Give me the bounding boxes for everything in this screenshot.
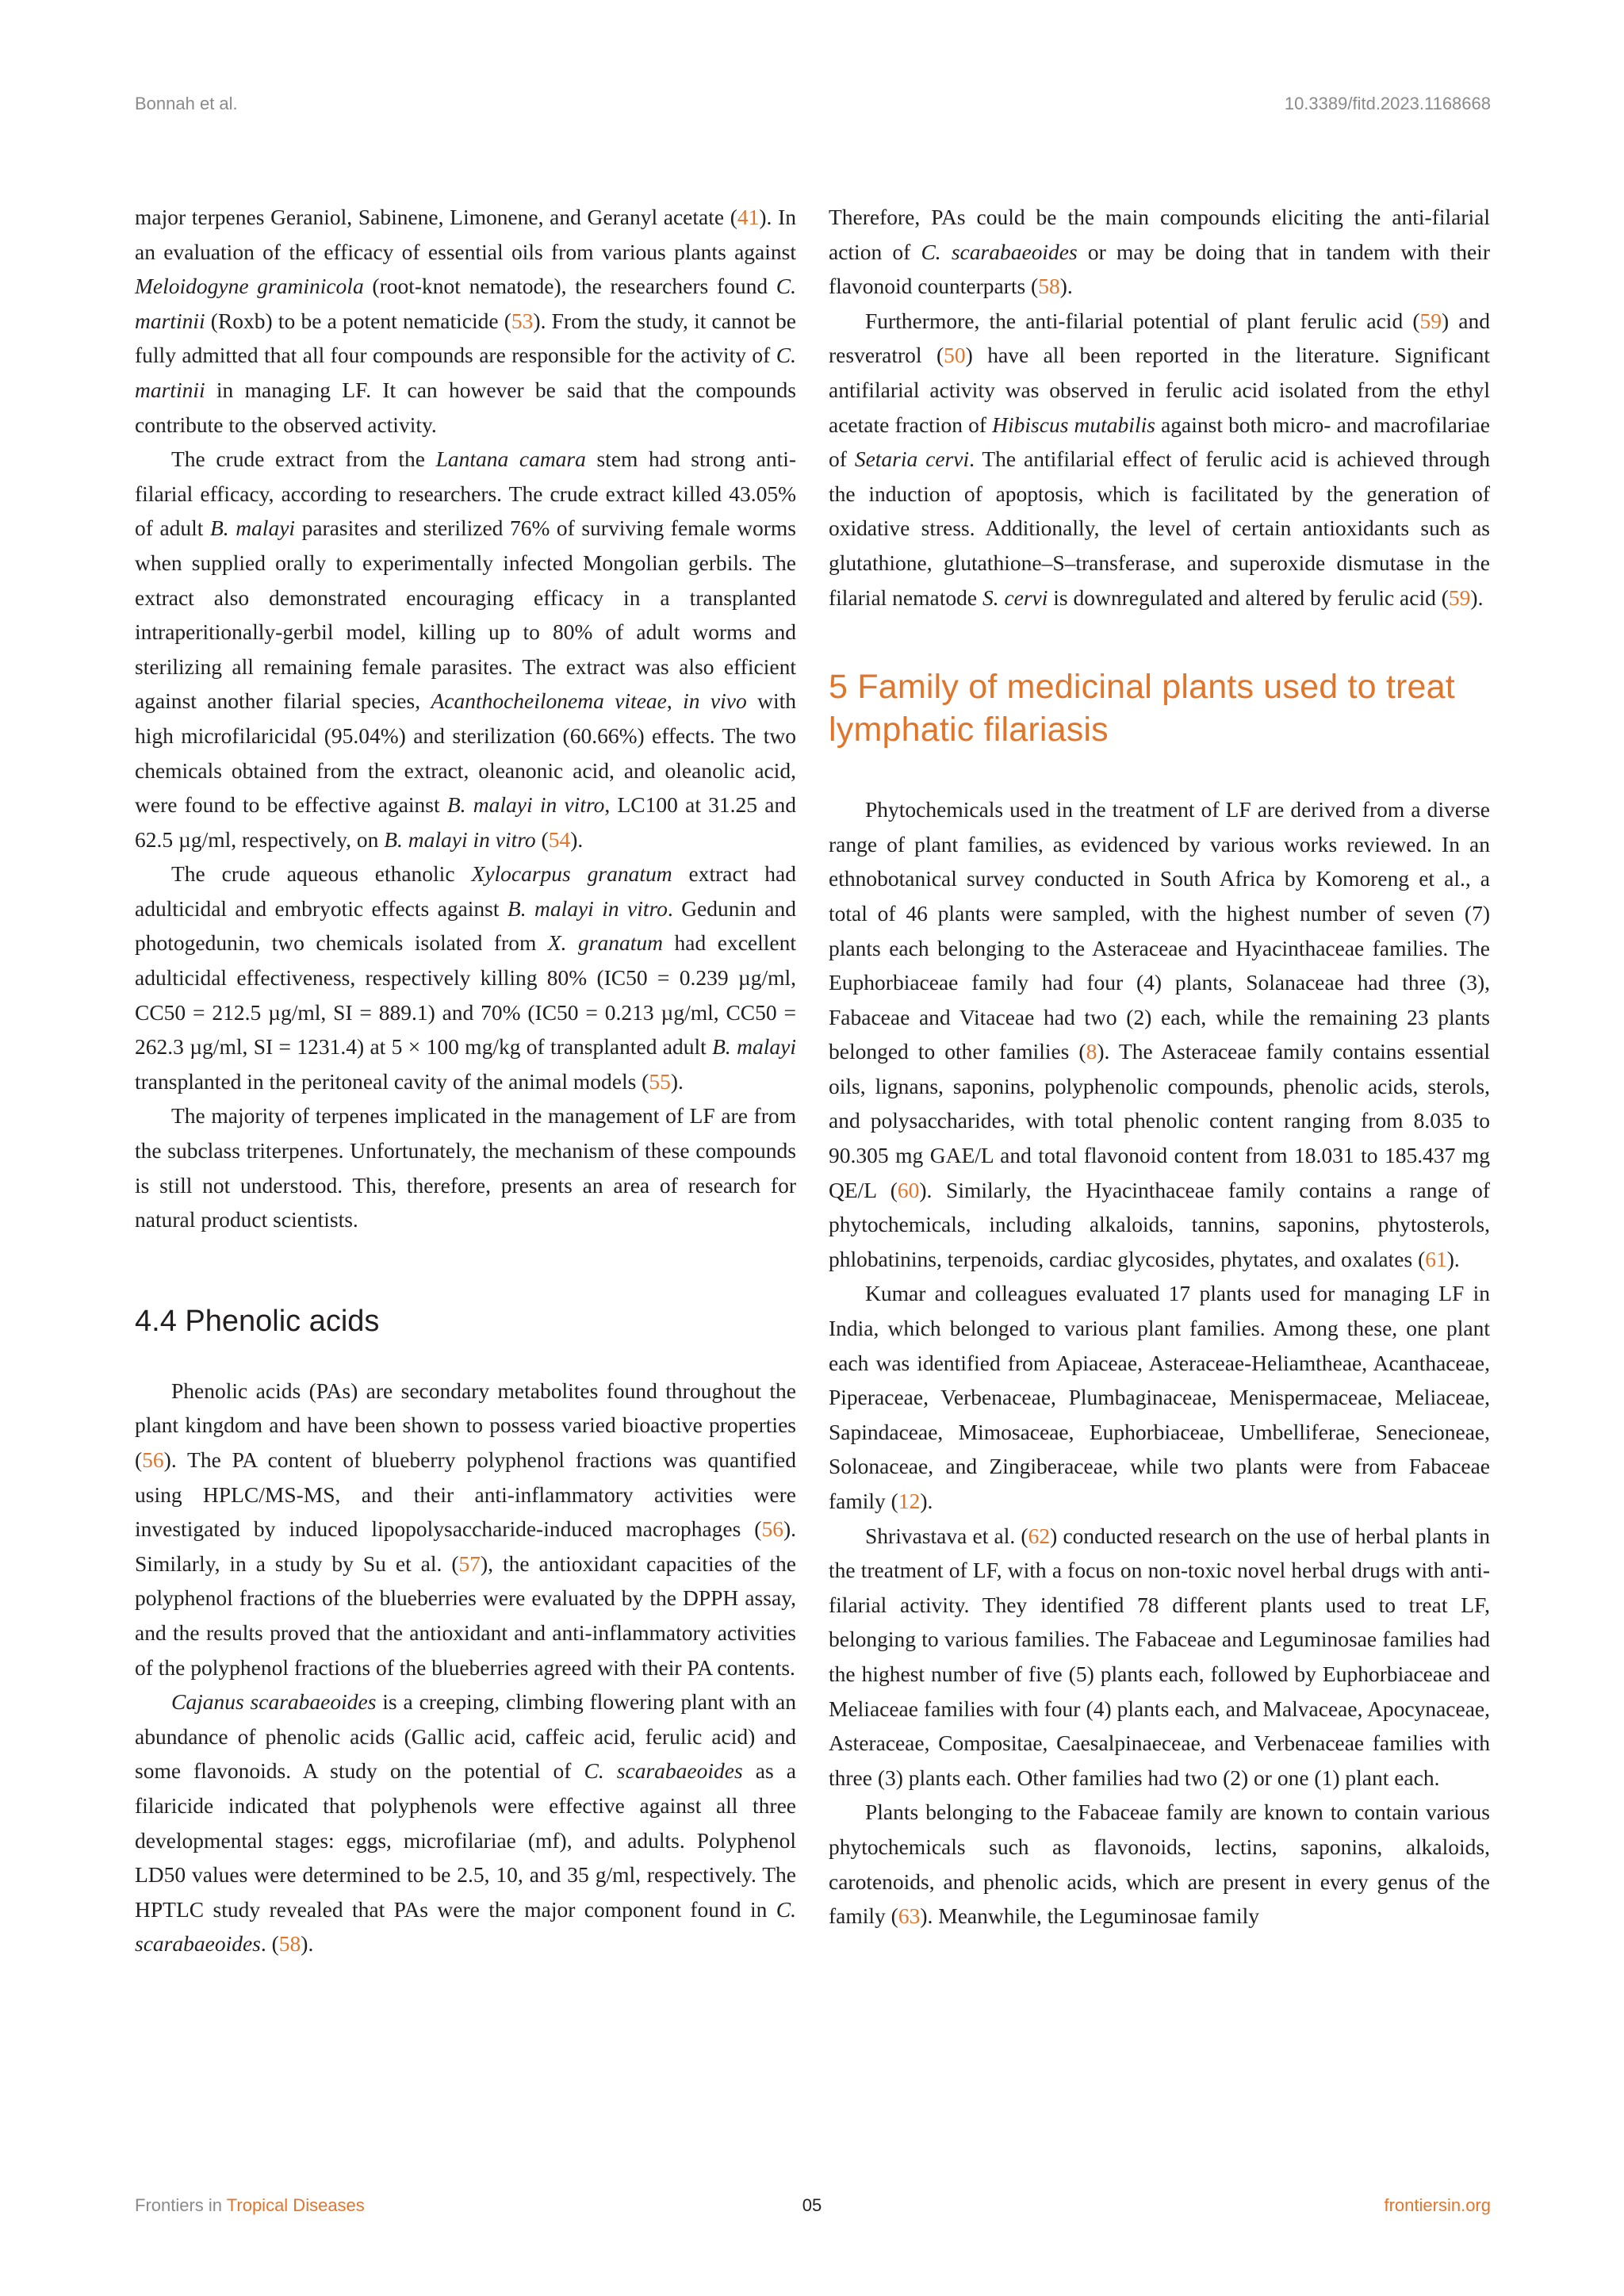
citation-link[interactable]: 55 <box>649 1068 671 1094</box>
running-header-doi[interactable]: 10.3389/fitd.2023.1168668 <box>1284 94 1491 113</box>
paragraph: Plants belonging to the Fabaceae family are known to contain various phytochemicals such as flavonoids, lectins, saponins, alkaloids, carotenoids, and phenolic acids, which are present in every genus of the family (63). Meanwhile, the Leguminosae family <box>829 1800 1490 1929</box>
citation-link[interactable]: 63 <box>898 1903 921 1929</box>
citation-link[interactable]: 62 <box>1028 1523 1051 1548</box>
paragraph: major terpenes Geraniol, Sabinene, Limonene, and Geranyl acetate (41). In an evaluation of the efficacy of essential oils from various plants against Meloidogyne graminicola (root-knot nematode), the researchers found C. martinii (Roxb) to be a potent nematicide (53). From the study, it cannot be fully admitted that all four compounds are responsible for the activity of C. martinii in managing LF. It can however be said that the compounds contribute to the observed activity. <box>135 205 796 437</box>
paragraph: The crude aqueous ethanolic Xylocarpus granatum extract had adulticidal and embryotic effects against B. malayi in vitro. Gedunin and photogedunin, two chemicals isolated from X. granatum had excellent adulticidal effectiveness, respectively killing 80% (IC50 = 0.239 µg/ml, CC50 = 212.5 µg/ml, SI = 889.1) and 70% (IC50 = 0.213 µg/ml, CC50 = 262.3 µg/ml, SI = 1231.4) at 5 × 100 mg/kg of transplanted adult B. malayi transplanted in the peritoneal cavity of the animal models (55). <box>135 861 796 1094</box>
citation-link[interactable]: 8 <box>1086 1039 1097 1064</box>
citation-link[interactable]: 41 <box>737 205 760 229</box>
running-header-authors: Bonnah et al. <box>135 94 238 113</box>
citation-link[interactable]: 54 <box>548 826 571 852</box>
citation-link[interactable]: 57 <box>458 1550 481 1576</box>
left-column <box>135 200 796 1961</box>
paragraph: Therefore, PAs could be the main compounds eliciting the anti-filarial action of C. scarabaeoides or may be doing that in tandem with their flavonoid counterparts (58). <box>829 205 1490 299</box>
citation-link[interactable]: 61 <box>1425 1246 1447 1271</box>
citation-link[interactable]: 56 <box>761 1516 783 1542</box>
paragraph: Kumar and colleagues evaluated 17 plants used for managing LF in India, which belonged to various plant families. Among these, one plant each was identified from Apiaceae, Asteraceae-Heliamtheae, Acanthaceae, Piperaceae, Verbenaceae, Plumbaginaceae, Menispermaceae, Meliaceae, Sapindaceae, Mimosaceae, Euphorbiaceae, Umbelliferae, Senecioneae, Solonaceae, and Zingiberaceae, while two plants were from Fabaceae family (12). <box>829 1281 1490 1513</box>
page-number: 05 <box>802 2195 822 2215</box>
section-heading-family-of-medicinal-plants: 5 Family of medicinal plants used to treat lymphatic filariasis <box>829 668 1455 749</box>
paragraph: The crude extract from the Lantana camara stem had strong anti-filarial efficacy, according to researchers. The crude extract killed 43.05% of adult B. malayi parasites and sterilized 76% of surviving female worms when supplied orally to experimentally infected Mongolian gerbils. The extract also demonstrated encouraging efficacy in a transplanted intraperitionally-gerbil model, killing up to 80% of adult worms and sterilizing all remaining female parasites. The extract was also efficient against another filarial species, Acanthocheilonema viteae, in vivo with high microfilaricidal (95.04%) and sterilization (60.66%) effects. The two chemicals obtained from the extract, oleanonic acid, and oleanolic acid, were found to be effective against B. malayi in vitro, LC100 at 31.25 and 62.5 µg/ml, respectively, on B. malayi in vitro (54). <box>135 447 797 852</box>
citation-link[interactable]: 12 <box>898 1489 921 1513</box>
citation-link[interactable]: 59 <box>1419 308 1442 333</box>
citation-link[interactable]: 60 <box>897 1177 920 1202</box>
paragraph: Phytochemicals used in the treatment of LF are derived from a diverse range of plant families, as evidenced by various works reviewed. In an ethnobotanical survey conducted in South Africa by Komoreng et al., a total of 46 plants were sampled, with the highest number of seven (7) plants each belonging to the Asteraceae and Hyacinthaceae families. The Euphorbiaceae family had four (4) plants, Solanaceae had three (3), Fabaceae and Vitaceae had two (2) each, while the remaining 23 plants belonged to other families (8). The Asteraceae family contains essential oils, lignans, saponins, polyphenolic compounds, phenolic acids, sterols, and polysaccharides, with total phenolic content ranging from 8.035 to 90.305 mg GAE/L and total flavonoid content from 18.031 to 185.437 mg QE/L (60). Similarly, the Hyacinthaceae family contains a range of phytochemicals, including alkaloids, tannins, saponins, phytosterols, phlobatinins, terpenoids, cardiac glycosides, phytates, and oxalates (61). <box>829 797 1490 1271</box>
citation-link[interactable]: 56 <box>142 1447 164 1472</box>
citation-link[interactable]: 53 <box>511 308 534 333</box>
footer-website-link[interactable]: frontiersin.org <box>1384 2195 1491 2215</box>
citation-link[interactable]: 58 <box>278 1931 301 1957</box>
citation-link[interactable]: 59 <box>1448 585 1471 610</box>
section-heading-phenolic-acids: 4.4 Phenolic acids <box>135 1304 380 1338</box>
citation-link[interactable]: 58 <box>1038 274 1060 299</box>
right-column <box>829 200 1490 1934</box>
paragraph: Cajanus scarabaeoides is a creeping, climbing flowering plant with an abundance of phenolic acids (Gallic acid, caffeic acid, ferulic acid) and some flavonoids. A study on the potential of C. scarabaeoides as a filaricide indicated that polyphenols were effective against all three developmental stages: eggs, microfilariae (mf), and adults. Polyphenol LD50 values were determined to be 2.5, 10, and 35 g/ml, respectively. The HPTLC study revealed that PAs were the major component found in C. scarabaeoides. (58). <box>135 1689 796 1957</box>
paragraph: Phenolic acids (PAs) are secondary metabolites found throughout the plant kingdom and have been shown to possess varied bioactive properties (56). The PA content of blueberry polyphenol fractions was quantified using HPLC/MS-MS, and their anti-inflammatory activities were investigated by induced lipopolysaccharide-induced macrophages (56). Similarly, in a study by Su et al. (57), the antioxidant capacities of the polyphenol fractions of the blueberries were evaluated by the DPPH assay, and the results proved that the antioxidant and anti-inflammatory activities of the polyphenol fractions of the blueberries agreed with their PA contents. <box>135 1378 796 1680</box>
citation-link[interactable]: 50 <box>944 343 966 368</box>
footer-journal-prefix: Frontiers in <box>135 2195 223 2215</box>
paragraph: Shrivastava et al. (62) conducted research on the use of herbal plants in the treatment of LF, with a focus on non-toxic novel herbal drugs with anti-filarial activity. They identified 78 different plants used to treat LF, belonging to various families. The Fabaceae and Leguminosae families had the highest number of five (5) plants each, followed by Euphorbiaceae and Meliaceae families with four (4) plants each, and Malvaceae, Apocynaceae, Asteraceae, Compositae, Caesalpinaeceae, and Verbenaceae families with three (3) plants each. Other families had two (2) or one (1) plant each. <box>829 1523 1490 1790</box>
footer-journal-name: Tropical Diseases <box>226 2195 365 2215</box>
paragraph: The majority of terpenes implicated in the management of LF are from the subclass triterpenes. Unfortunately, the mechanism of these compounds is still not understood. This, therefore, presents an area of research for natural product scientists. <box>135 1103 796 1232</box>
paragraph: Furthermore, the anti-filarial potential of plant ferulic acid (59) and resveratrol (50) have all been reported in the literature. Significant antifilarial activity was observed in ferulic acid isolated from the ethyl acetate fraction of Hibiscus mutabilis against both micro- and macrofilariae of Setaria cervi. The antifilarial effect of ferulic acid is achieved through the induction of apoptosis, which is facilitated by the generation of oxidative stress. Additionally, the level of certain antioxidants such as glutathione, glutathione–S–transferase, and superoxide dismutase in the filarial nematode S. cervi is downregulated and altered by ferulic acid (59). <box>829 308 1490 610</box>
